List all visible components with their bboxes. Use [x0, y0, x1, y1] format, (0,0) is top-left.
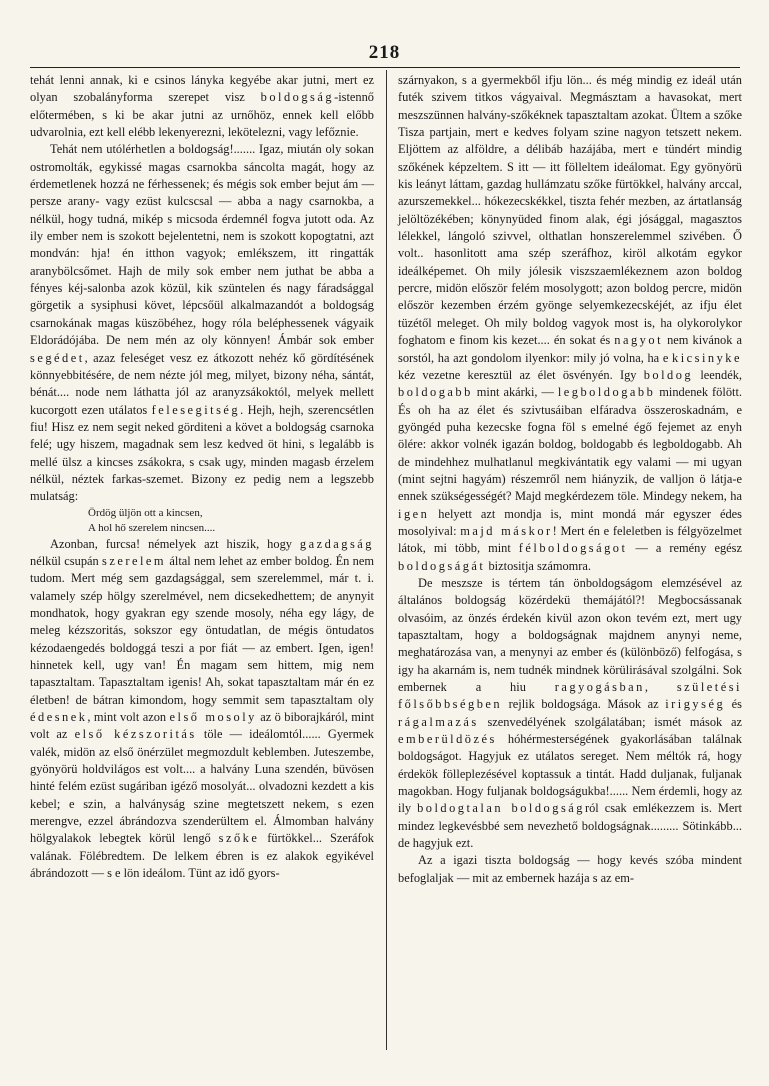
- text-run: tehát lenni annak, ki e csinos lányka kegyébe akar jutni, mert ez olyan szobalányforma szerepet visz: [30, 73, 374, 105]
- text-run: Tehát nem utólérhetlen a boldogság!....... Igaz, miután oly sokan ostromolták, egykissé magas csarnokba sáncolta magát, hogy az érdemetlenek hozzá ne férhessenek; és mégis sok ember bejut ám — persze arany- vagy ezüst kulcscsal — abba a nagy csarnokba, a nélkül, hogy tudná, mikép s micsoda érdemnél fogva jutott oda. Az ily ember nem is szokott bejelentetni, nem is szokott kopogtatni, azt mondván: hja! én itthon vagyok; emlékszem, itt ringatták aranybölcsőmet. Hajh de mily sok ember nem juthat be abba a fényes kéj-salonba azok közül, kik szüntelen és nagy fáradsággal görgetik a sysiphusi követ, lépcsőül alkalmazandót a boldogság csarnokának magas küszöbéhez, hogy róla beléphessenek vágyaik Eldorádójába. De nem mén az oly könnyen! Ámbár sok ember: [30, 142, 374, 348]
- paragraph: [398, 575, 742, 853]
- spaced-emphasis-text: nagyot: [614, 333, 664, 348]
- text-run: fürtökkel... Szeráfok valának. Fölébredtem. De lelkem ébren is ez alakok egyikével ábrándozott — s e lön ideálom. Tünt az idő gyors-: [30, 831, 374, 881]
- header-rule: [30, 67, 740, 68]
- spaced-emphasis-text: édesnek: [30, 710, 88, 725]
- text-run: — a remény egész: [627, 541, 742, 556]
- text-run: és: [725, 697, 743, 712]
- text-run: mindenek fölött. És oh ha az élet és szivtusáiban elfáradva összeroskadnám, e gyöngéd puha kezecske fogna föl s emelné égő fejemet az enyh ölére: akkor volnék igazán boldog, boldogabb és legboldogabb. Ah de mindehhez mulhatlanul megkivántatik egy valami — mi ugyan (mint sejtni hagyám) részemről nem hiányzik, de valljon ö látja-e ennek szükségességét? Majd megkérdezem töle. Mindegy nekem, ha: [398, 385, 743, 504]
- text-run: helyett azt mondja is, mint mondá már egyszer édes mosolyival:: [398, 506, 742, 538]
- spaced-emphasis-text: szerelem: [102, 553, 167, 568]
- spaced-emphasis-text: legboldogabb: [557, 385, 656, 400]
- verse-quote: [30, 506, 374, 536]
- spaced-emphasis-text: boldogság: [260, 90, 335, 105]
- right-column-paragraphs: [398, 72, 742, 887]
- text-run: -istennő előtermében, s ki be akar jutni az urnőhöz, ennek kell előbb udvarolnia, ezt kell elébb lekenyerezni, lekötelezni, vagy lefőznie.: [30, 90, 374, 140]
- page-number: 218: [368, 42, 401, 63]
- text-run: nélkül csupán: [30, 553, 103, 568]
- left-column-paragraphs: [30, 72, 374, 506]
- spaced-emphasis-text: rágalmazás: [398, 714, 479, 729]
- text-run: hóhérmesterségének gyakorlásában találnak boldogságot. Hagyjuk ez utálatos sereget. Nem méltók rá, hogy érdekök fölleplezésével koptassuk a tintát. Hadd duljanak, fuljanak magokban. Hogy fuljanak boldogságukba!...... Nem érdemli, hogy az ily: [398, 732, 742, 816]
- text-run: mint akárki, —: [472, 385, 558, 400]
- spaced-emphasis-text: emberüldözés: [398, 732, 497, 747]
- spaced-emphasis-text: szőke: [218, 831, 260, 846]
- spaced-emphasis-text: gazdagság: [299, 536, 374, 551]
- text-run: leendék,: [693, 367, 742, 382]
- spaced-emphasis-text: felesegitség: [151, 402, 241, 417]
- text-run: töle — ideálomtól...... Gyermek valék, midön az első önérzület megmozdult keblemben. Juteszembe, gyönyörü holdvilágos est volt.... a halvány Luna szendén, büvösen hinté felém ezüst sugáriban igéző mosolyát... olvadozni kezdett a kis kebel; e szin, a halványság szine megtetszett nekem, s ezen merengve, ezzel ábrándozva szenderültem el. Álmomban halvány hölgyalakok lebegtek körül lengő: [30, 727, 374, 846]
- spaced-emphasis-text: irigység: [665, 697, 726, 712]
- spaced-emphasis-text: boldogságát: [398, 558, 486, 573]
- text-run: által nem lehet az ember boldog. Én nem tudom. Mert még sem gazdagsággal, sem szerelemmel, már t. i. valamely szép hölgy szerelmével, nem dicsekedhettem; de anynyit mondhatok, hogy gyakran egy szende mosoly, néha egy lágy, de meleg kézszoritás, sokszor egy öntudatlan, de mégis öntudatos kézodaengedés boldoggá teszi a por fiát — az embert. Igen, igen! hinnetek kell, ugy van! Én magam sem hittem, mig nem tapasztaltam. Tapasztaltam igenis! Ah, sokat tapasztaltam már én ez életben! de bátran kimondom, hogy semmit sem tapasztaltam oly: [30, 553, 375, 707]
- spaced-emphasis-text: boldog: [643, 367, 694, 382]
- paragraph: [398, 852, 742, 887]
- text-run: , mint volt azon: [87, 710, 170, 725]
- spaced-emphasis-text: ragyogásban: [554, 680, 645, 695]
- column-divider: [386, 70, 387, 1050]
- spaced-emphasis-text: első mosoly: [169, 710, 257, 725]
- spaced-emphasis-text: születési főlsőbbségben: [398, 680, 742, 712]
- paragraph: [398, 72, 742, 575]
- text-run: kéz vezetne keresztül az élet ösvényén. Igy: [398, 367, 644, 382]
- text-run: , azaz feleséget vesz ez átkozott nehéz kő gördítésének könnyebbitésére, de nem nézte jól meg, milyet, bizony néha, sántát, bénát.... node nem láthatta jól az aranyzsákoktól, melyek mellett kucorgott ezen utálatos: [30, 350, 374, 417]
- paragraph: [30, 536, 374, 883]
- paragraph: [30, 141, 374, 505]
- left-column-continuation: [30, 536, 374, 883]
- text-run: nem kivánok a sorstól, ha azt gondolom ilyenkor: mily jó volna, ha e: [398, 333, 742, 365]
- verse-line: Ördög üljön ott a kincsen,: [88, 506, 203, 519]
- spaced-emphasis-text: első kézszoritás: [74, 727, 197, 742]
- spaced-emphasis-text: félboldogságot: [518, 541, 628, 556]
- right-column: [398, 72, 742, 887]
- text-run: az ö biborajkáról, mint volt az: [30, 710, 375, 742]
- text-run: szárnyakon, s a gyermekből ifju lön... és még mindig ez ideál után futék szivem titkos vágyaival. Megmásztam a havasokat, mert meszszünnen halvány-szőkéknek tapasztaltam azokat. Ültem a szőke Tisza partjain, mert e kedves folyam szine nagyon tetszett nekem. Eljöttem az alföldre, a délibáb hazájába, mert e tündért mindig szőkének képzeltem. S itt — itt fölleltem ideálomat. Egy gyönyörü kis leányt láttam, gazdag hullámzatu szőke fürtökkel, halvány arccal, azurszemekkel... hókezecskékkel, tiszta fehér mezben, az ártatlanság jelöltözékében; könynyüded finom alak, égi jósággal, magasztos lélekkel, lángoló szivvel, olthatlan honszerelemmel szivében. Ő volt.. hasonlitott ama szép szeráfhoz, kiröl alkotám egykor ideálképemet. Oh mily jólesik viszszaemlékeznem azon boldog percre, midön először felém mosolygott; azon boldog percre, midön először kezemben érzém gyönge selyemkezecskéjét, az ifju élet tüzétől meleget. Oh mily boldog vagyok most is, ha olykorolykor foghatom e finom kis kezet.... én sokat és: [398, 73, 742, 348]
- text-run: Azonban, furcsa! némelyek azt hiszik, hogy: [50, 536, 300, 551]
- text-run: biztositja számomra.: [485, 558, 592, 573]
- spaced-emphasis-text: boldogabb: [398, 385, 473, 400]
- text-run: Az a igazi tiszta boldogság — hogy kevés szóba mindent befoglaljak — mit az embernek hazája s az em-: [398, 853, 742, 885]
- spaced-emphasis-text: segédet: [30, 350, 85, 365]
- text-run: ról csak emlékezzem is. Mert mindez legkevésbbé sem nevezhető boldogságnak......... Sötinkább... de hagyjuk ezt.: [398, 801, 742, 851]
- text-run: ! Mert én e feleletben is félgyözelmet látok, mi több, mint: [398, 523, 742, 556]
- spaced-emphasis-text: majd máskor: [460, 523, 553, 538]
- spaced-emphasis-text: igen: [398, 506, 430, 521]
- paragraph: [30, 72, 374, 141]
- text-run: . Hejh, hejh, szerencsétlen fiu! Hisz ez nem segit neked görditeni a követ a boldogság csarnoka felé; ugy hiszem, magadnak sem lesz kedved öt hini, s legalább is mellé ülsz a kincses zsákokra, s csak ugy, minden magasb érzelem nélkül, néztek farkas-szemet. Bizony ez pedig nem a legszebb mulatság:: [30, 402, 374, 504]
- text-run: ,: [644, 680, 677, 695]
- text-run: szenvedélyének szolgálatában; ismét mások az: [478, 714, 742, 729]
- spaced-emphasis-text: boldogtalan boldogság: [417, 801, 585, 816]
- spaced-emphasis-text: kicsinyke: [672, 350, 742, 365]
- left-column: [30, 72, 374, 882]
- text-run: De meszsze is tértem tán önboldogságom elemzésével az általános boldogság közérdekü themájától?! Megbocsássanak olvasóim, az önzés érdekén kivül azon okon tevém ezt, mert ugy tapasztaltam, hogy a boldogságnak majdnem anynyi neme, meghatározása van, a menynyi az ember és (különböző) felfogása, s igy ha akarnám is, nem tudnék mindnek körülirásával szolgálni. Sok embernek a hiu: [398, 575, 742, 695]
- verse-line: A hol hő szerelem nincsen....: [88, 521, 216, 534]
- text-run: rejlik boldogsága. Mások az: [502, 697, 666, 712]
